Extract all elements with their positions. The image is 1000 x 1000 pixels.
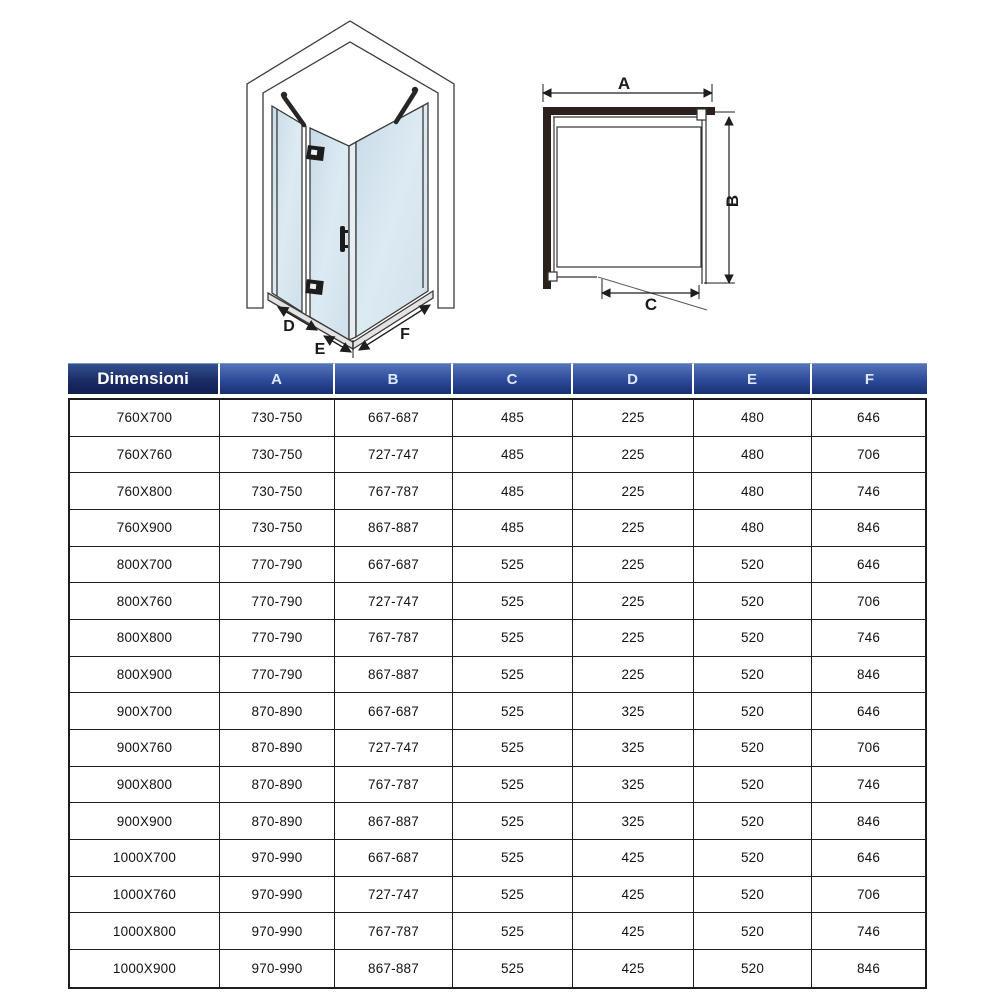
value-cell: 730-750 (220, 510, 335, 546)
value-cell: 646 (812, 400, 925, 436)
value-cell: 520 (694, 583, 812, 619)
value-cell: 525 (453, 583, 573, 619)
value-cell: 667-687 (335, 400, 453, 436)
value-cell: 525 (453, 547, 573, 583)
value-cell: 706 (812, 437, 925, 473)
value-cell: 730-750 (220, 473, 335, 509)
value-cell: 525 (453, 840, 573, 876)
value-cell: 867-887 (335, 657, 453, 693)
value-cell: 727-747 (335, 877, 453, 913)
table-row (70, 693, 925, 730)
value-cell: 870-890 (220, 803, 335, 839)
value-cell: 970-990 (220, 877, 335, 913)
table-row (70, 877, 925, 914)
value-cell: 425 (573, 840, 694, 876)
value-cell: 525 (453, 767, 573, 803)
value-cell: 325 (573, 767, 694, 803)
support-bars (284, 92, 415, 125)
value-cell: 520 (694, 877, 812, 913)
value-cell: 525 (453, 657, 573, 693)
value-cell: 746 (812, 473, 925, 509)
value-cell: 480 (694, 400, 812, 436)
value-cell: 225 (573, 473, 694, 509)
value-cell: 646 (812, 547, 925, 583)
value-cell: 225 (573, 547, 694, 583)
value-cell: 727-747 (335, 437, 453, 473)
value-cell: 706 (812, 877, 925, 913)
dimension-cell: 1000X900 (70, 950, 220, 987)
value-cell: 970-990 (220, 950, 335, 987)
value-cell: 425 (573, 950, 694, 987)
value-cell: 225 (573, 620, 694, 656)
value-cell: 225 (573, 437, 694, 473)
table-header-row (68, 363, 927, 394)
value-cell: 325 (573, 730, 694, 766)
plan-wall-profile-bracket (697, 109, 706, 120)
value-cell: 746 (812, 913, 925, 949)
value-cell: 520 (694, 840, 812, 876)
table-row (70, 400, 925, 437)
value-cell: 746 (812, 767, 925, 803)
dimension-cell: 900X700 (70, 693, 220, 729)
table-row (70, 620, 925, 657)
value-cell: 520 (694, 620, 812, 656)
value-cell: 727-747 (335, 730, 453, 766)
value-cell: 525 (453, 693, 573, 729)
value-cell: 646 (812, 840, 925, 876)
table-row (70, 803, 925, 840)
value-cell: 520 (694, 547, 812, 583)
technical-drawings (0, 0, 1000, 360)
value-cell: 970-990 (220, 840, 335, 876)
value-cell: 667-687 (335, 840, 453, 876)
value-cell: 325 (573, 803, 694, 839)
value-cell: 667-687 (335, 693, 453, 729)
header-cell-dimensioni: Dimensioni (68, 363, 220, 394)
value-cell: 480 (694, 510, 812, 546)
value-cell: 846 (812, 510, 925, 546)
label-c: C (644, 295, 658, 314)
value-cell: 870-890 (220, 767, 335, 803)
value-cell: 480 (694, 437, 812, 473)
value-cell: 667-687 (335, 547, 453, 583)
dimension-cell: 900X900 (70, 803, 220, 839)
dimension-cell: 1000X800 (70, 913, 220, 949)
label-d: D (283, 318, 295, 335)
dimension-cell: 760X760 (70, 437, 220, 473)
value-cell: 870-890 (220, 693, 335, 729)
value-cell: 485 (453, 510, 573, 546)
value-cell: 425 (573, 877, 694, 913)
value-cell: 525 (453, 877, 573, 913)
label-e: E (314, 341, 326, 358)
value-cell: 770-790 (220, 547, 335, 583)
table-row (70, 510, 925, 547)
value-cell: 525 (453, 950, 573, 987)
value-cell: 706 (812, 583, 925, 619)
value-cell: 225 (573, 510, 694, 546)
header-cell-e: E (694, 363, 812, 394)
value-cell: 225 (573, 657, 694, 693)
corner-post (349, 142, 356, 340)
value-cell: 325 (573, 693, 694, 729)
dimensions-table (68, 363, 927, 989)
dimension-cell: 1000X760 (70, 877, 220, 913)
table-row (70, 840, 925, 877)
value-cell: 525 (453, 730, 573, 766)
dimension-cell: 760X800 (70, 473, 220, 509)
plan-door-hinge (548, 272, 557, 281)
value-cell: 485 (453, 437, 573, 473)
table-row (70, 767, 925, 804)
value-cell: 767-787 (335, 620, 453, 656)
value-cell: 520 (694, 730, 812, 766)
table-row (70, 437, 925, 474)
label-b: B (723, 194, 742, 208)
dimension-cell: 760X900 (70, 510, 220, 546)
header-cell-d: D (573, 363, 694, 394)
value-cell: 746 (812, 620, 925, 656)
value-cell: 730-750 (220, 400, 335, 436)
dimension-cell: 800X700 (70, 547, 220, 583)
value-cell: 706 (812, 730, 925, 766)
table-row (70, 473, 925, 510)
dimension-cell: 1000X700 (70, 840, 220, 876)
value-cell: 727-747 (335, 583, 453, 619)
table-row (70, 913, 925, 950)
dimension-cell: 800X800 (70, 620, 220, 656)
value-cell: 770-790 (220, 620, 335, 656)
value-cell: 485 (453, 473, 573, 509)
value-cell: 525 (453, 913, 573, 949)
dimension-cell: 900X800 (70, 767, 220, 803)
table-row (70, 730, 925, 767)
value-cell: 520 (694, 913, 812, 949)
table-row (70, 657, 925, 694)
isometric-enclosure-drawing (247, 21, 454, 358)
table-row (70, 583, 925, 620)
label-f: F (400, 326, 410, 343)
value-cell: 867-887 (335, 510, 453, 546)
plan-top-wall (543, 107, 715, 115)
value-cell: 525 (453, 620, 573, 656)
value-cell: 846 (812, 803, 925, 839)
plan-left-wall (543, 107, 551, 289)
table-body (68, 398, 927, 989)
table-row (70, 547, 925, 584)
value-cell: 480 (694, 473, 812, 509)
value-cell: 520 (694, 657, 812, 693)
plan-view-drawing (543, 74, 742, 314)
shower-tray (557, 127, 701, 267)
value-cell: 870-890 (220, 730, 335, 766)
value-cell: 767-787 (335, 473, 453, 509)
value-cell: 646 (812, 693, 925, 729)
value-cell: 485 (453, 400, 573, 436)
value-cell: 770-790 (220, 657, 335, 693)
value-cell: 730-750 (220, 437, 335, 473)
value-cell: 767-787 (335, 767, 453, 803)
dimension-cell: 800X900 (70, 657, 220, 693)
value-cell: 867-887 (335, 950, 453, 987)
value-cell: 520 (694, 693, 812, 729)
dimension-cell: 800X760 (70, 583, 220, 619)
value-cell: 225 (573, 400, 694, 436)
value-cell: 767-787 (335, 913, 453, 949)
value-cell: 846 (812, 657, 925, 693)
value-cell: 520 (694, 767, 812, 803)
value-cell: 225 (573, 583, 694, 619)
value-cell: 525 (453, 803, 573, 839)
value-cell: 846 (812, 950, 925, 987)
value-cell: 520 (694, 950, 812, 987)
label-a: A (617, 74, 631, 93)
table-row (70, 950, 925, 987)
header-cell-b: B (335, 363, 453, 394)
dimension-cell: 760X700 (70, 400, 220, 436)
header-cell-c: C (453, 363, 573, 394)
value-cell: 520 (694, 803, 812, 839)
header-cell-a: A (220, 363, 335, 394)
value-cell: 425 (573, 913, 694, 949)
value-cell: 770-790 (220, 583, 335, 619)
support-bar-knob-right (412, 87, 418, 93)
value-cell: 867-887 (335, 803, 453, 839)
dimension-cell: 900X760 (70, 730, 220, 766)
support-bar-knob-left (281, 92, 287, 98)
header-cell-f: F (812, 363, 927, 394)
value-cell: 970-990 (220, 913, 335, 949)
